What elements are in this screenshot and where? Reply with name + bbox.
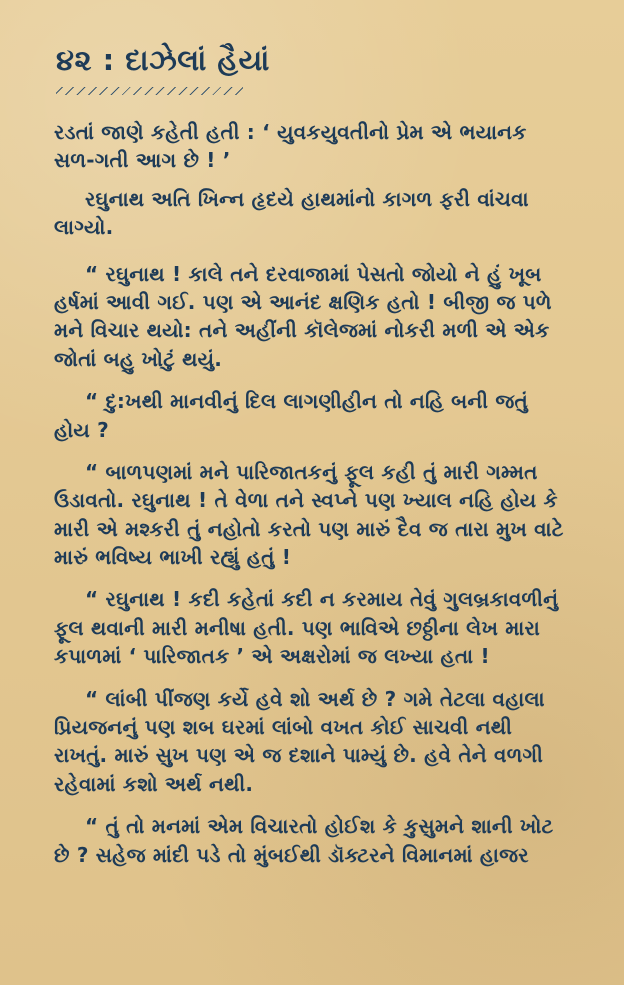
paragraph-5: “ બાળપણમાં મને પારિજાતકનું ફૂલ કહી તું મારી ગમ્મત ઉડાવતો. રઘુનાથ ! તે વેળા તને સ્વપ્ને પણ ખ્યાલ નહિ હોય કે મારી એ મશ્કરી તું નહોતો કરતો પણ મારું દૈવ જ તારા મુખ વાટે મારું ભવિષ્ય ભાખી રહ્યું હતું ! bbox=[54, 459, 564, 570]
paragraph-6: “ રઘુનાથ ! કદી કહેતાં કદી ન કરમાય તેવું ગુલબ્રકાવળીનું ફૂલ થવાની મારી મનીષા હતી. પણ ભાવિએ છઠ્ઠીના લેખ મારા કપાળમાં ‘ પારિજાતક ’ એ અક્ષરોમાં જ લખ્યા હતા ! bbox=[54, 587, 559, 669]
paragraph-8: “ તું તો મનમાં એમ વિચારતો હોઈશ કે કુસુમને શાની ખોટ છે ? સહેજ માંદી પડે તો મુંબઈથી ડૉક્ટરને વિમાનમાં હાજર bbox=[54, 814, 554, 867]
paragraph-2: રઘુનાથ અતિ ખિન્ન હૃદયે હાથમાંનો કાગળ ફરી વાંચવા લાગ્યો. bbox=[54, 186, 529, 240]
paragraph-7: “ લાંબી પીંજણ કર્યે હવે શો અર્થ છે ? ગમે તેટલા વહાલા પ્રિયજનનું પણ શબ ઘરમાં લાંબો વખત કોઈ સાચવી નથી રાખતું. મારું સુખ પણ એ જ દશાને પામ્યું છે. હવે તેને વળગી રહેવામાં કશો અર્થ નથી. bbox=[54, 686, 545, 796]
decorative-underline bbox=[56, 87, 243, 95]
paragraph-1: રડતાં જાણે કહેતી હતી : ‘ યુવકયુવતીનો પ્રેમ એ ભયાનક સળ-ગતી આગ છે ! ’ bbox=[54, 120, 527, 173]
page-body bbox=[54, 118, 570, 883]
paragraph-3: “ રઘુનાથ ! કાલે તને દરવાજામાં પેસતો જોયો ને હું ખૂબ હર્ષમાં આવી ગઈ. પણ એ આનંદ ક્ષણિક હતો ! બીજી જ પળે મને વિચાર થયો: તને અહીંની કૉલેજમાં નોકરી મળી એ એક જોતાં બહુ ખોટું થયું. bbox=[54, 261, 552, 371]
page-header bbox=[56, 45, 306, 95]
page-number-and-chapter-title: ૪૨ : દાઝેલાં હૈયાં bbox=[56, 43, 270, 77]
paragraph-4: “ દુ:ખથી માનવીનું દિલ લાગણીહીન તો નહિ બની જતું હોય ? bbox=[54, 389, 528, 442]
